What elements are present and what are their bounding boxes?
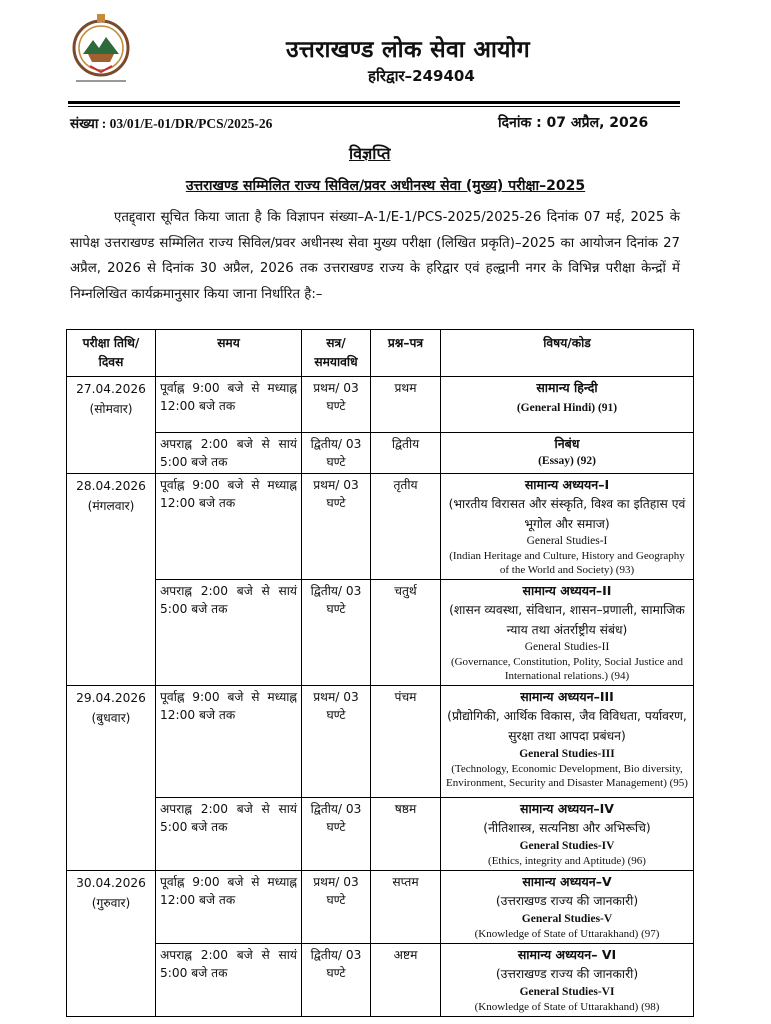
- paper-cell: षष्ठम: [371, 798, 441, 871]
- subject-english: (Essay) (92): [538, 455, 596, 467]
- date-cell: [67, 474, 156, 686]
- table-header-row: [67, 330, 694, 377]
- exam-date: 27.04.2026: [76, 382, 146, 396]
- session-cell: प्रथम/ 03 घण्टे: [302, 871, 371, 944]
- subject-hindi: निबंध: [554, 436, 580, 451]
- paper-cell: चतुर्थ: [371, 580, 441, 686]
- date-cell: [67, 871, 156, 1017]
- subject-hindi: सामान्य अध्ययन–II: [522, 583, 612, 598]
- time-cell: अपराह्न 2:00 बजे से सायं 5:00 बजे तक: [156, 433, 302, 474]
- exam-schedule-table: [66, 329, 694, 1017]
- subject-hindi: सामान्य हिन्दी: [536, 380, 598, 395]
- subject-english: General Studies-V: [521, 913, 613, 925]
- exam-weekday: (मंगलवार): [87, 499, 135, 513]
- table-row: [67, 686, 694, 798]
- subject-hindi-description: (प्रौद्योगिकी, आर्थिक विकास, जैव विविधता, पर्यावरण, सुरक्षा तथा आपदा प्रबंधन): [447, 709, 687, 743]
- header-session: सत्र/ समयावधि: [302, 330, 371, 377]
- subject-hindi: सामान्य अध्ययन– VI: [517, 947, 617, 962]
- subject-hindi-description: (नीतिशास्त्र, सत्यनिष्ठा और अभिरूचि): [483, 821, 651, 835]
- subject-cell: [441, 433, 694, 474]
- table-row: [67, 871, 694, 944]
- subject-hindi: सामान्य अध्ययन–III: [520, 689, 614, 704]
- subject-english: General Studies-I: [526, 535, 608, 547]
- date-cell: [67, 686, 156, 871]
- subject-english-description: (Knowledge of State of Uttarakhand) (97): [474, 928, 660, 940]
- subject-hindi-description: (उत्तराखण्ड राज्य की जानकारी): [495, 894, 639, 908]
- subject-english-description: (Technology, Economic Development, Bio diversity, Environment, Security and Disaster Management) (95): [446, 763, 688, 789]
- session-cell: प्रथम/ 03 घण्टे: [302, 474, 371, 580]
- commission-emblem-icon: [66, 10, 136, 90]
- subject-english-description: (Ethics, integrity and Aptitude) (96): [488, 855, 646, 867]
- time-cell: पूर्वाह्न 9:00 बजे से मध्याह्न 12:00 बजे तक: [156, 686, 302, 798]
- subject-cell: [441, 871, 694, 944]
- subject-cell: [441, 474, 694, 580]
- subject-hindi-description: (भारतीय विरासत और संस्कृति, विश्व का इतिहास एवं भूगोल और समाज): [448, 497, 686, 531]
- org-address: हरिद्वार–249404: [368, 67, 475, 85]
- session-cell: प्रथम/ 03 घण्टे: [302, 377, 371, 433]
- exam-date: 29.04.2026: [76, 691, 146, 705]
- header-divider: [68, 101, 680, 104]
- subject-hindi-description: (शासन व्यवस्था, संविधान, शासन–प्रणाली, सामाजिक न्याय तथा अंतर्राष्ट्रीय संबंध): [449, 603, 685, 637]
- time-cell: अपराह्न 2:00 बजे से सायं 5:00 बजे तक: [156, 944, 302, 1017]
- paper-cell: सप्तम: [371, 871, 441, 944]
- exam-title: उत्तराखण्ड सम्मिलित राज्य सिविल/प्रवर अधीनस्थ सेवा (मुख्य) परीक्षा–2025: [185, 178, 586, 194]
- notice-date: दिनांक : 07 अप्रैल, 2026: [498, 115, 649, 131]
- subject-cell: [441, 377, 694, 433]
- subject-cell: [441, 686, 694, 798]
- subject-cell: [441, 944, 694, 1017]
- subject-english: (General Hindi) (91): [516, 402, 618, 414]
- subject-english-description: (Governance, Constitution, Polity, Social Justice and International relations.) (94): [450, 656, 684, 682]
- header-paper: प्रश्न–पत्र: [371, 330, 441, 377]
- session-cell: द्वितीय/ 03 घण्टे: [302, 580, 371, 686]
- header-time: समय: [156, 330, 302, 377]
- exam-weekday: (बुधवार): [91, 711, 131, 725]
- time-cell: पूर्वाह्न 9:00 बजे से मध्याह्न 12:00 बजे तक: [156, 474, 302, 580]
- paper-cell: पंचम: [371, 686, 441, 798]
- time-cell: अपराह्न 2:00 बजे से सायं 5:00 बजे तक: [156, 798, 302, 871]
- subject-english: General Studies-IV: [519, 840, 615, 852]
- table-row: [67, 580, 694, 686]
- time-cell: अपराह्न 2:00 बजे से सायं 5:00 बजे तक: [156, 580, 302, 686]
- header-divider-thin: [68, 106, 680, 107]
- paper-cell: तृतीय: [371, 474, 441, 580]
- time-cell: पूर्वाह्न 9:00 बजे से मध्याह्न 12:00 बजे तक: [156, 377, 302, 433]
- subject-hindi: सामान्य अध्ययन–V: [522, 874, 612, 889]
- header-subject: विषय/कोड: [441, 330, 694, 377]
- subject-cell: [441, 580, 694, 686]
- table-row: [67, 798, 694, 871]
- paper-cell: अष्टम: [371, 944, 441, 1017]
- paper-cell: प्रथम: [371, 377, 441, 433]
- subject-english: General Studies-II: [524, 641, 610, 653]
- session-cell: द्वितीय/ 03 घण्टे: [302, 798, 371, 871]
- table-row: [67, 377, 694, 433]
- subject-hindi-description: (उत्तराखण्ड राज्य की जानकारी): [495, 967, 639, 981]
- reference-number: संख्या : 03/01/E-01/DR/PCS/2025-26: [70, 116, 273, 131]
- table-row: [67, 433, 694, 474]
- table-row: [67, 474, 694, 580]
- notice-title: विज्ञप्ति: [349, 144, 391, 163]
- subject-english: General Studies-VI: [519, 986, 615, 998]
- subject-english-description: (Indian Heritage and Culture, History and Geography of the World and Society) (93): [449, 550, 685, 576]
- exam-weekday: (सोमवार): [89, 402, 133, 416]
- subject-english-description: (Knowledge of State of Uttarakhand) (98): [474, 1001, 660, 1013]
- subject-hindi: सामान्य अध्ययन–I: [524, 477, 610, 492]
- session-cell: प्रथम/ 03 घण्टे: [302, 686, 371, 798]
- subject-cell: [441, 798, 694, 871]
- paper-cell: द्वितीय: [371, 433, 441, 474]
- session-cell: द्वितीय/ 03 घण्टे: [302, 433, 371, 474]
- org-title: उत्तराखण्ड लोक सेवा आयोग: [286, 37, 530, 63]
- subject-english: General Studies-III: [519, 748, 615, 760]
- date-cell: [67, 377, 156, 474]
- session-cell: द्वितीय/ 03 घण्टे: [302, 944, 371, 1017]
- exam-weekday: (गुरुवार): [91, 896, 131, 910]
- subject-hindi: सामान्य अध्ययन–IV: [520, 801, 614, 816]
- intro-paragraph: एतद्द्वारा सूचित किया जाता है कि विज्ञापन संख्या–A-1/E-1/PCS-2025/2025-26 दिनांक 07 मई, 2025 के सापेक्ष उत्तराखण्ड सम्मिलित राज्य सिविल/प्रवर अधीनस्थ सेवा मुख्य परीक्षा (लिखित प्रकृति)–2025 का आयोजन दिनांक 27 अप्रैल, 2026 से दिनांक 30 अप्रैल, 2026 तक उत्तराखण्ड राज्य के हरिद्वार एवं हल्द्वानी नगर के विभिन्न परीक्षा केन्द्रों में निम्नलिखित कार्यक्रमानुसार किया जाना निर्धारित है:–: [70, 210, 680, 302]
- header-date-day: परीक्षा तिथि/ दिवस: [67, 330, 156, 377]
- table-row: [67, 944, 694, 1017]
- exam-date: 30.04.2026: [76, 876, 146, 890]
- time-cell: पूर्वाह्न 9:00 बजे से मध्याह्न 12:00 बजे तक: [156, 871, 302, 944]
- exam-date: 28.04.2026: [76, 479, 146, 493]
